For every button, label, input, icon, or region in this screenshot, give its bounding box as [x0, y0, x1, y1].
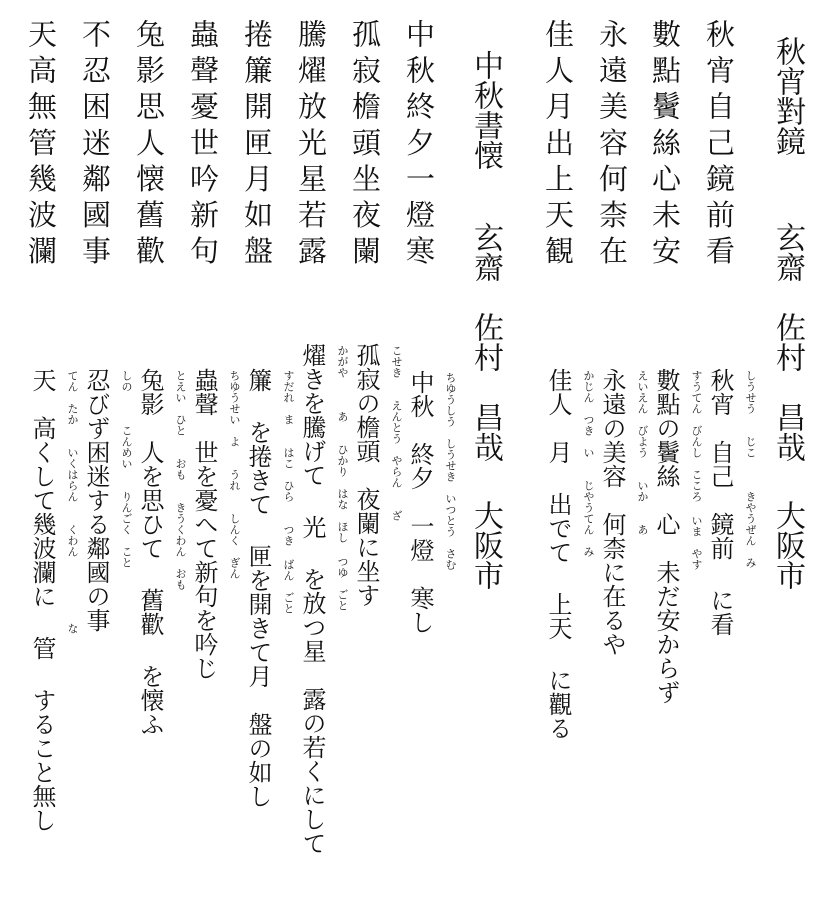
poem2-kanbun-line-4: 捲簾開匣月如盤 — [240, 19, 274, 272]
poem2-author-name: 玄齋 佐村 昌哉 — [468, 222, 503, 462]
poem2-kanbun-line-7: 不忍困迷鄰國事 — [78, 19, 112, 272]
poem2-furigana-7: しの こんめい りんごく こと — [120, 370, 133, 568]
poem2-kanbun-line-6: 兔影思人懐舊歡 — [132, 19, 166, 272]
poem2-kanbun-line-1: 中秋終夕一燈寒 — [402, 19, 436, 272]
poem2-reading-8: 天 高くして幾波瀾に 管 すること無し — [28, 368, 56, 832]
poem2-furigana-3: かがや あ ひかり はな ほし つゆ ごと — [336, 345, 349, 611]
poem2-furigana-5: ちゆうせい よ うれ しんく ぎん — [228, 370, 241, 579]
poem1-kanbun-line-4: 佳人月出上天観 — [541, 19, 575, 272]
poem2-title: 中秋書懐 — [468, 50, 503, 170]
poem2-kanbun-line-5: 蟲聲憂世吟新句 — [186, 19, 220, 272]
poem2-furigana-8: てん たか いくはらん くわん な — [66, 370, 79, 634]
poem2-reading-6: 兔影 人を思ひて 舊歡 を懐ふ — [136, 368, 164, 736]
poem1-furigana-2: すうてん びんし こころ いま やす — [690, 370, 703, 570]
poem2-furigana-4: すだれ ま はこ ひら つき ばん ごと — [282, 370, 295, 614]
poem1-reading-3: 永遠の美容 何柰に在るや — [598, 368, 626, 656]
poem2-furigana-1: ちゆうしう しうせき いつとう さむ — [444, 372, 457, 570]
poem1-kanbun-line-3: 永遠美容何柰在 — [595, 19, 629, 272]
poem2-reading-2: 孤寂の檐頭 夜闌に坐す — [352, 343, 380, 607]
poem2-author-place: 大阪市 — [468, 500, 503, 590]
poem1-furigana-4: かじん つき い じやうてん み — [582, 370, 595, 557]
poem1-title: 秋宵對鏡 — [770, 36, 805, 156]
poem2-reading-7: 忍びず困迷する鄰國の事 — [82, 368, 110, 632]
poem1-reading-2: 數點の鬢絲 心 未だ安からず — [652, 368, 680, 704]
poem2-furigana-6: とえい ひと おも きうくわん おも — [174, 370, 187, 590]
poem1-kanbun-line-2: 數點鬢絲心未安 — [648, 19, 682, 272]
poem2-reading-1: 中秋 終夕 一燈 寒し — [406, 370, 434, 634]
poem2-kanbun-line-3: 騰燿放光星若露 — [294, 19, 328, 272]
poem1-author-name: 玄齋 佐村 昌哉 — [770, 222, 805, 462]
poem1-kanbun-line-1: 秋宵自己鏡前看 — [702, 19, 736, 272]
poem2-kanbun-line-2: 孤寂檐頭坐夜闌 — [348, 19, 382, 272]
poem1-furigana-3: えいえん びよう いか あ — [636, 370, 649, 535]
poem2-furigana-2: こせき えんとう やらん ざ — [390, 345, 403, 521]
poem1-reading-4: 佳人 月 出でて 上天 に觀る — [544, 368, 572, 740]
poem2-reading-5: 蟲聲 世を憂へて新句を吟じ — [190, 368, 218, 680]
poem2-reading-3: 燿きを騰げて 光 を放つ星 露の若くにして — [298, 343, 326, 855]
poem1-furigana-1: しうせう じこ きやうぜん み — [744, 370, 757, 568]
poem1-reading-1: 秋宵 自己 鏡前 に看 — [706, 368, 734, 636]
poem2-reading-4: 簾 を捲きて 匣を開きて月 盤の如し — [244, 368, 272, 808]
poem1-author-place: 大阪市 — [770, 500, 805, 590]
poem2-kanbun-line-8: 天高無管幾波瀾 — [24, 19, 58, 272]
